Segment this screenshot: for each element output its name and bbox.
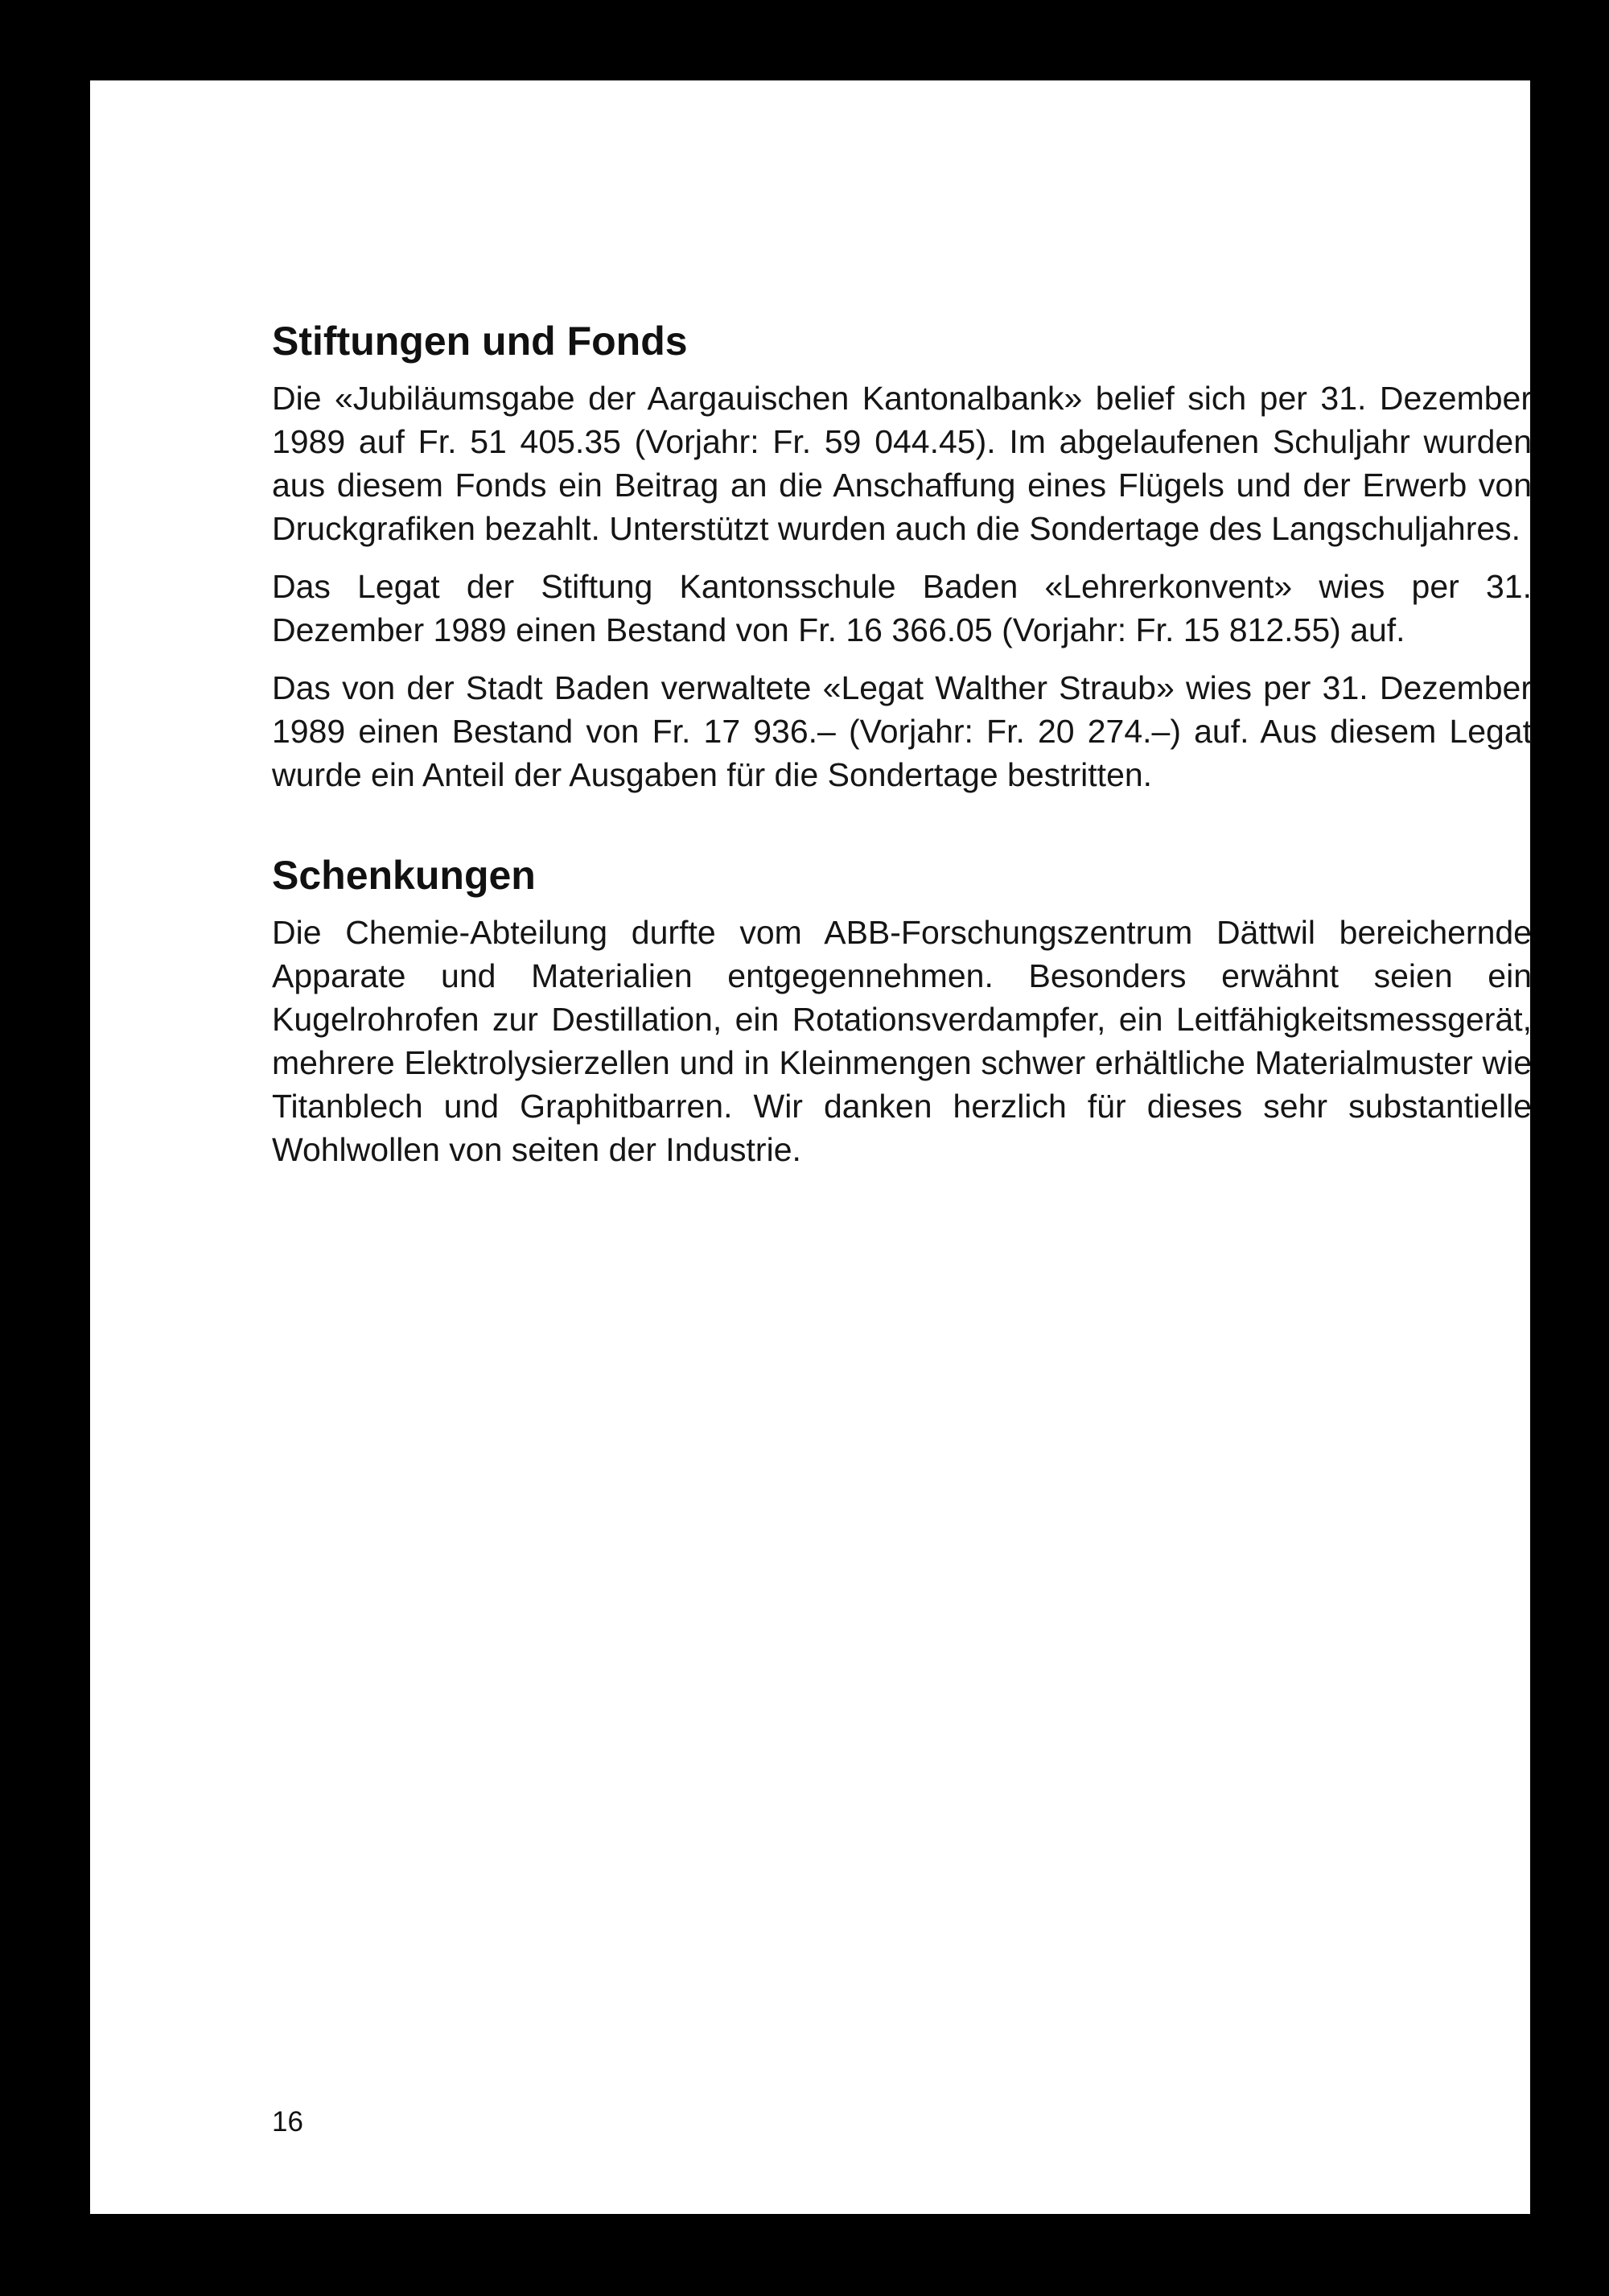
paragraph-legat-straub: Das von der Stadt Baden verwaltete «Legat Walther Straub» wies per 31. Dezember 1989 einen Bestand von Fr. 17 936.– (Vorjahr: Fr. 20 274.–) auf. Aus diesem Legat wurde ein Anteil der Ausgaben für die Sondertage bestritten. <box>272 669 1532 793</box>
document-page <box>90 80 1530 2214</box>
page-content <box>272 317 1532 1186</box>
paragraph-jubilaeumsgabe: Die «Jubiläumsgabe der Aargauischen Kantonalbank» belief sich per 31. Dezember 1989 auf Fr. 51 405.35 (Vorjahr: Fr. 59 044.45). Im abgelaufenen Schuljahr wurden aus diesem Fonds ein Beitrag an die Anschaffung eines Flügels und der Erwerb von Druckgrafiken bezahlt. Unterstützt wurden auch die Sondertage des Langschuljahres. <box>272 380 1532 547</box>
page-number: 16 <box>272 2106 303 2138</box>
paragraph-lehrerkonvent: Das Legat der Stiftung Kantonsschule Baden «Lehrerkonvent» wies per 31. Dezember 1989 einen Bestand von Fr. 16 366.05 (Vorjahr: Fr. 15 812.55) auf. <box>272 568 1532 648</box>
section-heading-schenkungen: Schenkungen <box>272 853 536 898</box>
paragraph-chemie-abteilung: Die Chemie-Abteilung durfte vom ABB-Forschungszentrum Dättwil bereichernde Apparate und Materialien entgegennehmen. Besonders erwähnt seien ein Kugelrohrofen zur Destillation, ein Rotationsverdampfer, ein Leitfähigkeitsmessgerät, mehrere Elektrolysierzellen und in Kleinmengen schwer erhältliche Materialmuster wie Titanblech und Graphitbarren. Wir danken herzlich für dieses sehr substantielle Wohlwollen von seiten der Industrie. <box>272 914 1532 1168</box>
section-heading-stiftungen: Stiftungen und Fonds <box>272 319 688 364</box>
